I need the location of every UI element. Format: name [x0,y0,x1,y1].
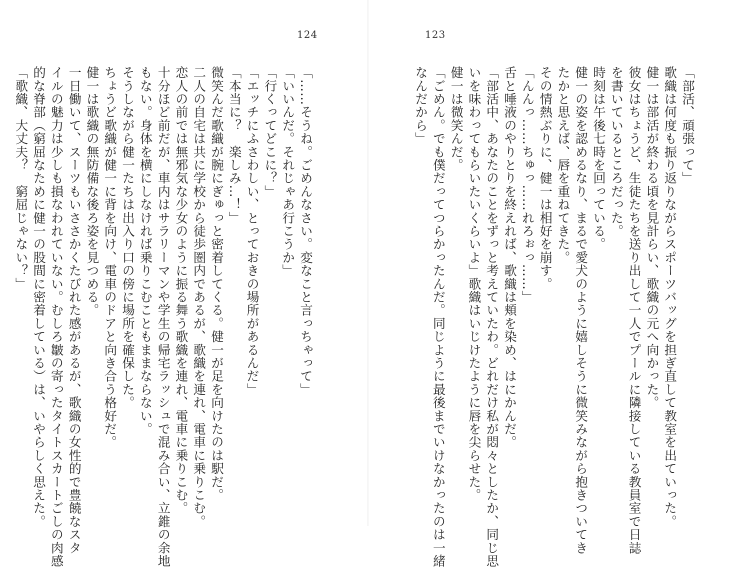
text-line: 一日働いて、スーツもいささかくたびれた感があるが、歌織の女性的で豊饒なスタ [66,66,82,555]
text-line: 彼女はちょうど、生徒たちを送り出して一人でプールに隣接している教員室で日誌 [626,66,642,555]
text-line: 十分ほど前だが、車内はサラリーマンや学生の帰宅ラッシュで混み合い、立錐の余地 [155,66,171,568]
text-line: 「部活、頑張って」 [680,66,695,185]
text-line: 健一は部活が終わる頃を見計らい、歌織の元へ向かった。 [644,66,660,410]
text-line: 「部活中、あなたのことをずっと考えていたわ。どれだけ私が悶々としたか、同じ思 [484,66,500,568]
text-line: 恋人の前では無邪気な少女のように振る舞う歌織を連れ、電車に乗りこむ。 [173,66,189,515]
text-line: 「……そうね。ごめんなさい。変なこと言っちゃって」 [298,66,313,396]
text-line: いを味わってもらいたいくらいよ」歌織はいじけたように唇を尖らせた。 [466,66,482,502]
text-line: 舌と唾液のやりとりを終えれば、歌織は頬を染め、はにかんだ。 [502,66,518,449]
text-line: 健一は微笑んだ。 [448,66,464,172]
text-line: その情熱ぶりに、健一は相好を崩す。 [537,66,553,291]
text-line: 健一は歌織の無防備な後ろ姿を見つめる。 [84,66,100,317]
text-line: なんだから」 [413,66,429,146]
text-line: 「いいんだ。それじゃあ行こうか」 [280,66,296,278]
body-text [13,66,314,568]
text-line: もない。身体を横にしなければ乗りこむこともままならない。 [137,66,153,436]
text-line: 「行くってどこに？」 [262,66,278,198]
right-page [368,0,736,568]
text-line: 「歌織、大丈夫？ 窮屈じゃない？」 [13,66,29,291]
text-line: イルの魅力は少しも損なわれていない。むしろ皺の寄ったタイトスカートごしの肉感 [48,66,64,568]
page-number: 123 [425,30,446,41]
text-line: たかと思えば、唇を重ねてきた。 [555,66,571,264]
text-line: 二人の自宅は共に学校から徒歩圏内であるが、歌織を連れ、電車に乗りこむ。 [191,66,207,528]
text-line: 的な脊部（窮屈なために健一の股間に密着している）は、いやらしく思えた。 [31,66,47,528]
text-line: 「ごめん。でも僕だってつらかったんだ。同じように最後までいけなかったのは一緒 [430,66,446,568]
text-line: 時刻は午後七時を回っている。 [591,66,607,251]
body-text [413,66,696,568]
text-line: そうしながら健一たちは出入り口の傍に場所を確保した。 [120,66,136,410]
text-line: 歌織は何度も振り返りながらスポーツバッグを担ぎ直して教室を出ていった。 [662,66,678,528]
page-number: 124 [297,30,318,41]
text-line: 健一の姿を認めるなり、まるで愛犬のように嬉しそうに微笑みながら抱きついてき [573,66,589,555]
text-line: を書いているところだった。 [608,66,624,238]
text-line: 微笑んだ歌織が腕にぎゅっと密着してくる。健一が足を向けたのは駅だ。 [209,66,225,502]
text-line: 「エッチにふさわしい、とっておきの場所があるんだ」 [244,66,260,396]
text-line: 「本当に？ 楽しみ…！」 [226,66,242,225]
text-line: 「んんっ……ちゅっ……れろぉっ……」 [519,66,535,304]
text-line: ちょうど歌織が健一に背を向け、電車のドアと向き合う格好だ。 [102,66,118,449]
